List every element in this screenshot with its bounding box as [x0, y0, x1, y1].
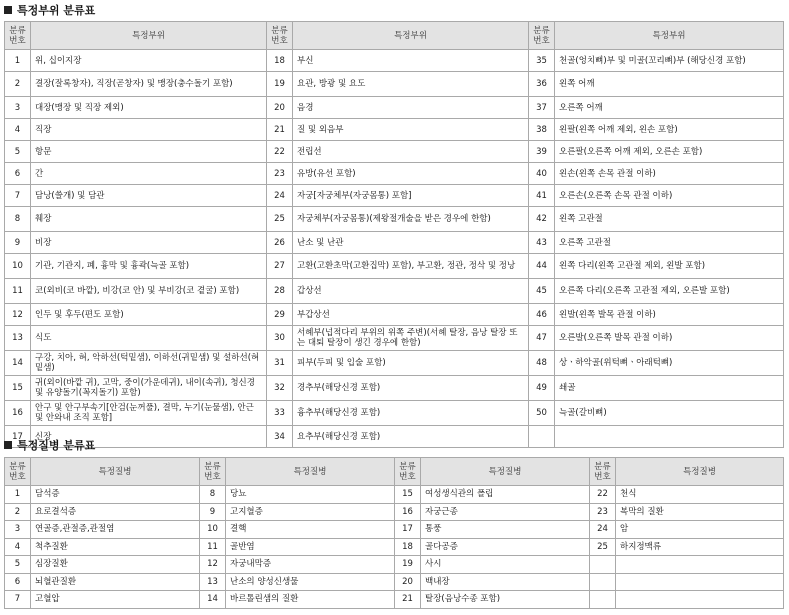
specific-disease-cell: 하지정맥류 — [616, 538, 784, 556]
class-number-cell: 42 — [529, 207, 555, 232]
specific-part-cell: 경추부(해당신경 포함) — [293, 376, 529, 401]
specific-disease-cell: 담석증 — [31, 486, 200, 504]
specific-part-cell: 오른팔(오른쪽 어깨 제외, 오른손 포함) — [555, 141, 784, 163]
class-number-cell: 13 — [5, 326, 31, 351]
header-specific-part: 특정부위 — [555, 22, 784, 50]
class-number-cell: 12 — [200, 556, 226, 574]
class-number-cell: 43 — [529, 232, 555, 254]
class-number-cell: 21 — [395, 591, 421, 609]
specific-disease-cell: 복막의 질환 — [616, 503, 784, 521]
class-number-cell: 1 — [5, 486, 31, 504]
class-number-cell: 4 — [5, 119, 31, 141]
class-number-cell: 19 — [267, 72, 293, 97]
class-number-cell: 30 — [267, 326, 293, 351]
specific-part-cell: 귀(외이(바깥 귀), 고막, 중이(가운데귀), 내이(속귀), 청신경 및 유양돌기(꼭지돌기) 포함) — [31, 376, 267, 401]
section-title-specific-diseases — [4, 437, 95, 453]
class-number-cell: 8 — [5, 207, 31, 232]
table-row — [5, 207, 784, 232]
class-number-cell: 21 — [267, 119, 293, 141]
specific-part-cell: 오른쪽 어깨 — [555, 97, 784, 119]
class-number-cell: 35 — [529, 50, 555, 72]
class-number-cell: 20 — [267, 97, 293, 119]
specific-disease-cell: 백내장 — [421, 573, 590, 591]
specific-disease-cell: 통풍 — [421, 521, 590, 539]
table-row — [5, 521, 784, 539]
class-number-cell: 25 — [590, 538, 616, 556]
specific-disease-cell: 골반염 — [226, 538, 395, 556]
class-number-cell: 5 — [5, 556, 31, 574]
header-specific-disease: 특정질병 — [421, 458, 590, 486]
table-row — [5, 376, 784, 401]
specific-part-cell: 대장(맹장 및 직장 제외) — [31, 97, 267, 119]
class-number-cell: 49 — [529, 376, 555, 401]
specific-part-cell: 피부(두피 및 입술 포함) — [293, 351, 529, 376]
specific-parts-table — [4, 21, 784, 448]
section-title-specific-parts — [4, 2, 95, 18]
specific-part-cell: 담낭(쓸개) 및 담관 — [31, 185, 267, 207]
table-header-row — [5, 458, 784, 486]
specific-part-cell: 음경 — [293, 97, 529, 119]
specific-part-cell: 왼손(왼쪽 손목 관절 이하) — [555, 163, 784, 185]
specific-disease-cell — [616, 556, 784, 574]
table-row — [5, 401, 784, 426]
class-number-cell: 5 — [5, 141, 31, 163]
class-number-cell — [590, 556, 616, 574]
specific-part-cell: 신장 — [31, 426, 267, 448]
class-number-cell: 3 — [5, 97, 31, 119]
table-row — [5, 591, 784, 609]
class-number-cell: 39 — [529, 141, 555, 163]
class-number-cell: 32 — [267, 376, 293, 401]
header-class-number: 분류 번호 — [590, 458, 616, 486]
class-number-cell: 17 — [5, 426, 31, 448]
specific-disease-cell: 골다공증 — [421, 538, 590, 556]
class-number-cell: 17 — [395, 521, 421, 539]
class-number-cell: 23 — [590, 503, 616, 521]
table-row — [5, 279, 784, 304]
specific-disease-cell: 척추질환 — [31, 538, 200, 556]
specific-part-cell: 오른발(오른쪽 발목 관절 이하) — [555, 326, 784, 351]
specific-disease-cell: 뇌혈관질환 — [31, 573, 200, 591]
class-number-cell: 3 — [5, 521, 31, 539]
header-specific-disease: 특정질병 — [226, 458, 395, 486]
specific-disease-cell: 탈장(음낭수종 포함) — [421, 591, 590, 609]
table-row — [5, 426, 784, 448]
specific-disease-cell: 요로결석증 — [31, 503, 200, 521]
table-row — [5, 97, 784, 119]
specific-part-cell: 오른쪽 고관절 — [555, 232, 784, 254]
specific-disease-cell — [616, 591, 784, 609]
class-number-cell: 6 — [5, 573, 31, 591]
specific-part-cell: 자궁체부(자궁몸통)(제왕절개술을 받은 경우에 한함) — [293, 207, 529, 232]
class-number-cell: 33 — [267, 401, 293, 426]
class-number-cell: 9 — [200, 503, 226, 521]
class-number-cell: 7 — [5, 591, 31, 609]
class-number-cell: 2 — [5, 72, 31, 97]
specific-disease-cell: 결핵 — [226, 521, 395, 539]
header-specific-disease: 특정질병 — [31, 458, 200, 486]
class-number-cell: 16 — [5, 401, 31, 426]
class-number-cell: 44 — [529, 254, 555, 279]
class-number-cell: 47 — [529, 326, 555, 351]
class-number-cell — [529, 426, 555, 448]
table-row — [5, 141, 784, 163]
specific-disease-cell: 천식 — [616, 486, 784, 504]
table-row — [5, 351, 784, 376]
class-number-cell: 11 — [200, 538, 226, 556]
square-bullet-icon — [4, 441, 12, 449]
specific-part-cell: 결장(잘록창자), 직장(곧창자) 및 맹장(충수돌기 포함) — [31, 72, 267, 97]
specific-part-cell: 유방(유선 포함) — [293, 163, 529, 185]
header-specific-part: 특정부위 — [293, 22, 529, 50]
specific-part-cell: 요추부(해당신경 포함) — [293, 426, 529, 448]
class-number-cell: 4 — [5, 538, 31, 556]
table-row — [5, 304, 784, 326]
specific-disease-cell: 당뇨 — [226, 486, 395, 504]
class-number-cell: 24 — [267, 185, 293, 207]
class-number-cell: 19 — [395, 556, 421, 574]
specific-part-cell: 항문 — [31, 141, 267, 163]
class-number-cell — [590, 591, 616, 609]
specific-part-cell: 췌장 — [31, 207, 267, 232]
specific-disease-cell: 심장질환 — [31, 556, 200, 574]
class-number-cell: 45 — [529, 279, 555, 304]
specific-part-cell: 구강, 치아, 혀, 악하선(턱밑샘), 이하선(귀밑샘) 및 설하선(혀밑샘) — [31, 351, 267, 376]
specific-part-cell: 흉추부(해당신경 포함) — [293, 401, 529, 426]
table-row — [5, 50, 784, 72]
specific-part-cell: 오른쪽 다리(오른쪽 고관절 제외, 오른발 포함) — [555, 279, 784, 304]
specific-disease-cell: 사시 — [421, 556, 590, 574]
class-number-cell: 16 — [395, 503, 421, 521]
specific-part-cell: 왼팔(왼쪽 어깨 제외, 왼손 포함) — [555, 119, 784, 141]
class-number-cell: 18 — [395, 538, 421, 556]
class-number-cell: 20 — [395, 573, 421, 591]
specific-part-cell: 질 및 외음부 — [293, 119, 529, 141]
class-number-cell: 15 — [5, 376, 31, 401]
class-number-cell: 24 — [590, 521, 616, 539]
class-number-cell: 15 — [395, 486, 421, 504]
table-row — [5, 486, 784, 504]
specific-part-cell: 직장 — [31, 119, 267, 141]
specific-part-cell: 늑골(갈비뼈) — [555, 401, 784, 426]
specific-part-cell: 왼발(왼쪽 발목 관절 이하) — [555, 304, 784, 326]
class-number-cell: 28 — [267, 279, 293, 304]
table-row — [5, 185, 784, 207]
table-row — [5, 119, 784, 141]
specific-disease-cell: 자궁근종 — [421, 503, 590, 521]
header-specific-part: 특정부위 — [31, 22, 267, 50]
specific-part-cell: 쇄골 — [555, 376, 784, 401]
class-number-cell: 38 — [529, 119, 555, 141]
specific-disease-cell: 여성생식관의 폴립 — [421, 486, 590, 504]
specific-part-cell: 갑상선 — [293, 279, 529, 304]
class-number-cell: 7 — [5, 185, 31, 207]
specific-part-cell: 천골(엉치뼈)부 및 미골(꼬리뼈)부 (해당신경 포함) — [555, 50, 784, 72]
class-number-cell: 18 — [267, 50, 293, 72]
specific-part-cell: 식도 — [31, 326, 267, 351]
header-class-number: 분류 번호 — [200, 458, 226, 486]
specific-part-cell: 서혜부(넙적다리 부위의 위쪽 주변)(서혜 탈장, 음낭 탈장 또는 대퇴 탈장이 생긴 경우에 한함) — [293, 326, 529, 351]
class-number-cell: 9 — [5, 232, 31, 254]
table-row — [5, 163, 784, 185]
specific-part-cell: 난소 및 난관 — [293, 232, 529, 254]
specific-part-cell: 위, 십이지장 — [31, 50, 267, 72]
specific-part-cell: 부갑상선 — [293, 304, 529, 326]
class-number-cell: 41 — [529, 185, 555, 207]
specific-disease-cell: 고지혈증 — [226, 503, 395, 521]
class-number-cell: 23 — [267, 163, 293, 185]
specific-disease-cell: 암 — [616, 521, 784, 539]
class-number-cell — [590, 573, 616, 591]
class-number-cell: 46 — [529, 304, 555, 326]
table-row — [5, 556, 784, 574]
class-number-cell: 48 — [529, 351, 555, 376]
class-number-cell: 27 — [267, 254, 293, 279]
table-row — [5, 326, 784, 351]
class-number-cell: 25 — [267, 207, 293, 232]
class-number-cell: 40 — [529, 163, 555, 185]
specific-part-cell: 상ㆍ하악골(위턱뼈ㆍ아래턱뼈) — [555, 351, 784, 376]
header-class-number: 분류 번호 — [5, 22, 31, 50]
specific-part-cell: 비장 — [31, 232, 267, 254]
specific-disease-cell — [616, 573, 784, 591]
specific-disease-cell: 난소의 양성신생물 — [226, 573, 395, 591]
specific-disease-cell: 연골증,관절증,관절염 — [31, 521, 200, 539]
class-number-cell: 22 — [267, 141, 293, 163]
class-number-cell: 14 — [200, 591, 226, 609]
class-number-cell: 50 — [529, 401, 555, 426]
table-row — [5, 503, 784, 521]
class-number-cell: 10 — [5, 254, 31, 279]
specific-part-cell: 간 — [31, 163, 267, 185]
specific-part-cell: 자궁[자궁체부(자궁몸통) 포함] — [293, 185, 529, 207]
specific-part-cell: 왼쪽 다리(왼쪽 고관절 제외, 왼발 포함) — [555, 254, 784, 279]
table-row — [5, 538, 784, 556]
table-row — [5, 573, 784, 591]
class-number-cell: 29 — [267, 304, 293, 326]
class-number-cell: 12 — [5, 304, 31, 326]
table-header-row — [5, 22, 784, 50]
class-number-cell: 26 — [267, 232, 293, 254]
class-number-cell: 34 — [267, 426, 293, 448]
specific-diseases-table — [4, 457, 784, 609]
table-row — [5, 232, 784, 254]
class-number-cell: 31 — [267, 351, 293, 376]
table-row — [5, 254, 784, 279]
specific-part-cell: 인두 및 후두(편도 포함) — [31, 304, 267, 326]
specific-part-cell: 오른손(오른쪽 손목 관절 이하) — [555, 185, 784, 207]
square-bullet-icon — [4, 6, 12, 14]
class-number-cell: 11 — [5, 279, 31, 304]
specific-part-cell: 전립선 — [293, 141, 529, 163]
specific-part-cell: 부신 — [293, 50, 529, 72]
class-number-cell: 13 — [200, 573, 226, 591]
class-number-cell: 14 — [5, 351, 31, 376]
header-class-number: 분류 번호 — [529, 22, 555, 50]
specific-part-cell: 코(외비(코 바깥), 비강(코 안) 및 부비강(코 곁굴) 포함) — [31, 279, 267, 304]
specific-part-cell: 고환(고환초막(고환집막) 포함), 부고환, 정관, 정삭 및 정낭 — [293, 254, 529, 279]
class-number-cell: 10 — [200, 521, 226, 539]
specific-part-cell: 왼쪽 어깨 — [555, 72, 784, 97]
class-number-cell: 36 — [529, 72, 555, 97]
specific-part-cell: 기관, 기관지, 폐, 흉막 및 흉곽(늑골 포함) — [31, 254, 267, 279]
class-number-cell: 6 — [5, 163, 31, 185]
section-title-text: 특정부위 분류표 — [17, 4, 96, 17]
specific-part-cell: 요관, 방광 및 요도 — [293, 72, 529, 97]
header-class-number: 분류 번호 — [395, 458, 421, 486]
header-specific-disease: 특정질병 — [616, 458, 784, 486]
section-title-text: 특정질병 분류표 — [17, 439, 96, 452]
table-row — [5, 72, 784, 97]
specific-disease-cell: 자궁내막증 — [226, 556, 395, 574]
class-number-cell: 8 — [200, 486, 226, 504]
specific-part-cell: 왼쪽 고관절 — [555, 207, 784, 232]
class-number-cell: 1 — [5, 50, 31, 72]
specific-disease-cell: 고혈압 — [31, 591, 200, 609]
specific-part-cell — [555, 426, 784, 448]
specific-disease-cell: 바르톨린샘의 질환 — [226, 591, 395, 609]
header-class-number: 분류 번호 — [267, 22, 293, 50]
class-number-cell: 22 — [590, 486, 616, 504]
specific-part-cell: 안구 및 안구부속기[안검(눈꺼풀), 결막, 누기(눈물샘), 안근 및 안와내 조직 포함] — [31, 401, 267, 426]
class-number-cell: 37 — [529, 97, 555, 119]
class-number-cell: 2 — [5, 503, 31, 521]
header-class-number: 분류 번호 — [5, 458, 31, 486]
